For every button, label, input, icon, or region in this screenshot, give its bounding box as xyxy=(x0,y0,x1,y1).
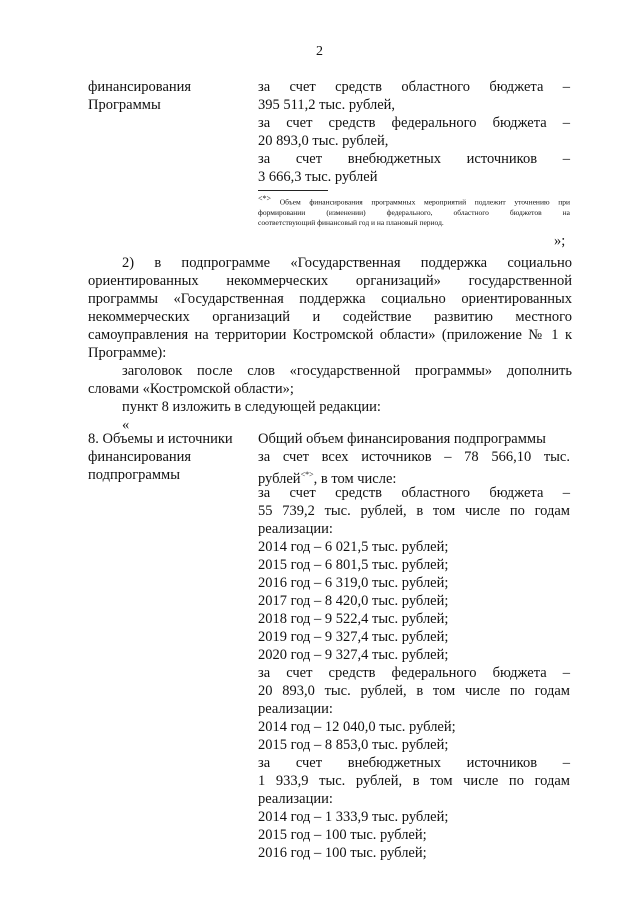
block2-right-line: 2014 год – 12 040,0 тыс. рублей; xyxy=(258,719,456,735)
footnote-rule xyxy=(258,190,328,191)
block2-right-line: реализации: xyxy=(258,791,333,807)
para3-line: заголовок после слов «государственной программы» дополнить xyxy=(122,363,572,379)
block1-right-line: за счет внебюджетных источников – xyxy=(258,151,570,167)
block2-left-line: финансирования xyxy=(88,449,192,465)
block2-right-line: реализации: xyxy=(258,521,333,537)
page-number: 2 xyxy=(316,44,323,59)
block2-right-line: 20 893,0 тыс. рублей, в том числе по годам xyxy=(258,683,570,699)
block1-right-line: 3 666,3 тыс. рублей xyxy=(258,169,378,185)
footnote-mark: <*> xyxy=(258,194,272,203)
block2-right-line: за счет средств федерального бюджета – xyxy=(258,665,570,681)
closing-quote: »; xyxy=(554,233,566,249)
para2-line: программы «Государственная поддержка социально ориентированных xyxy=(88,291,572,307)
block2-right-line: рублей<*>, в том числе: xyxy=(258,470,397,487)
block2-left-line: 8. Объемы и источники xyxy=(88,431,233,447)
block1-right-line: за счет средств областного бюджета – xyxy=(258,79,570,95)
block2-right-line: 2016 год – 100 тыс. рублей; xyxy=(258,845,427,861)
para2-line: Программе): xyxy=(88,345,167,361)
para2-line: самоуправления на территории Костромской области» (приложение № 1 к xyxy=(88,327,572,343)
block2-right-line: 2014 год – 6 021,5 тыс. рублей; xyxy=(258,539,449,555)
footnote-line: соответствующий финансовый год и на плановый период. xyxy=(258,217,444,227)
footnote-line: формировании (изменении) федерального, областного бюджетов на xyxy=(258,207,570,217)
opening-quote: « xyxy=(122,417,130,433)
block1-right-line: 395 511,2 тыс. рублей, xyxy=(258,97,396,113)
block2-right-line: 1 933,9 тыс. рублей, в том числе по годам xyxy=(258,773,570,789)
block1-left-label xyxy=(88,78,191,114)
block1-left-line: финансирования xyxy=(88,79,192,95)
block2-right-line: 2015 год – 6 801,5 тыс. рублей; xyxy=(258,557,449,573)
block2-right-line: 2015 год – 100 тыс. рублей; xyxy=(258,827,427,843)
block2-right-line: 55 739,2 тыс. рублей, в том числе по годам xyxy=(258,503,570,519)
para2-line: некоммерческих организаций и содействие развитию местного xyxy=(88,309,572,325)
block2-right-line: 2016 год – 6 319,0 тыс. рублей; xyxy=(258,575,449,591)
para2-line: 2) в подпрограмме «Государственная поддержка социально xyxy=(122,255,572,271)
block2-right-line: реализации: xyxy=(258,701,333,717)
block2-right-line: 2018 год – 9 522,4 тыс. рублей; xyxy=(258,611,449,627)
block2-right-line: за счет всех источников – 78 566,10 тыс. xyxy=(258,449,570,465)
block1-right-line: за счет средств федерального бюджета – xyxy=(258,115,570,131)
footnote-line: <*> Объем финансирования программных мероприятий подлежит уточнению при xyxy=(258,194,570,207)
block1-right-line: 20 893,0 тыс. рублей, xyxy=(258,133,389,149)
block2-left-line: подпрограммы xyxy=(88,467,180,483)
block2-right-line: 2017 год – 8 420,0 тыс. рублей; xyxy=(258,593,449,609)
para3-line: словами «Костромской области»; xyxy=(88,381,294,397)
block1-left-line: Программы xyxy=(88,97,161,113)
footnote xyxy=(258,194,570,228)
para2-line: ориентированных некоммерческих организаций» государственной xyxy=(88,273,572,289)
block2-right-line: за счет внебюджетных источников – xyxy=(258,755,570,771)
block2-right-line: 2015 год – 8 853,0 тыс. рублей; xyxy=(258,737,449,753)
block2-right-line: за счет средств областного бюджета – xyxy=(258,485,570,501)
block2-right-line: Общий объем финансирования подпрограммы xyxy=(258,431,546,447)
footnote-mark: <*> xyxy=(300,470,314,479)
block2-left-label xyxy=(88,430,233,484)
block2-right-line: 2020 год – 9 327,4 тыс. рублей; xyxy=(258,647,449,663)
block2-right-line: 2014 год – 1 333,9 тыс. рублей; xyxy=(258,809,449,825)
para4: пункт 8 изложить в следующей редакции: xyxy=(122,399,381,415)
block2-right-line: 2019 год – 9 327,4 тыс. рублей; xyxy=(258,629,449,645)
